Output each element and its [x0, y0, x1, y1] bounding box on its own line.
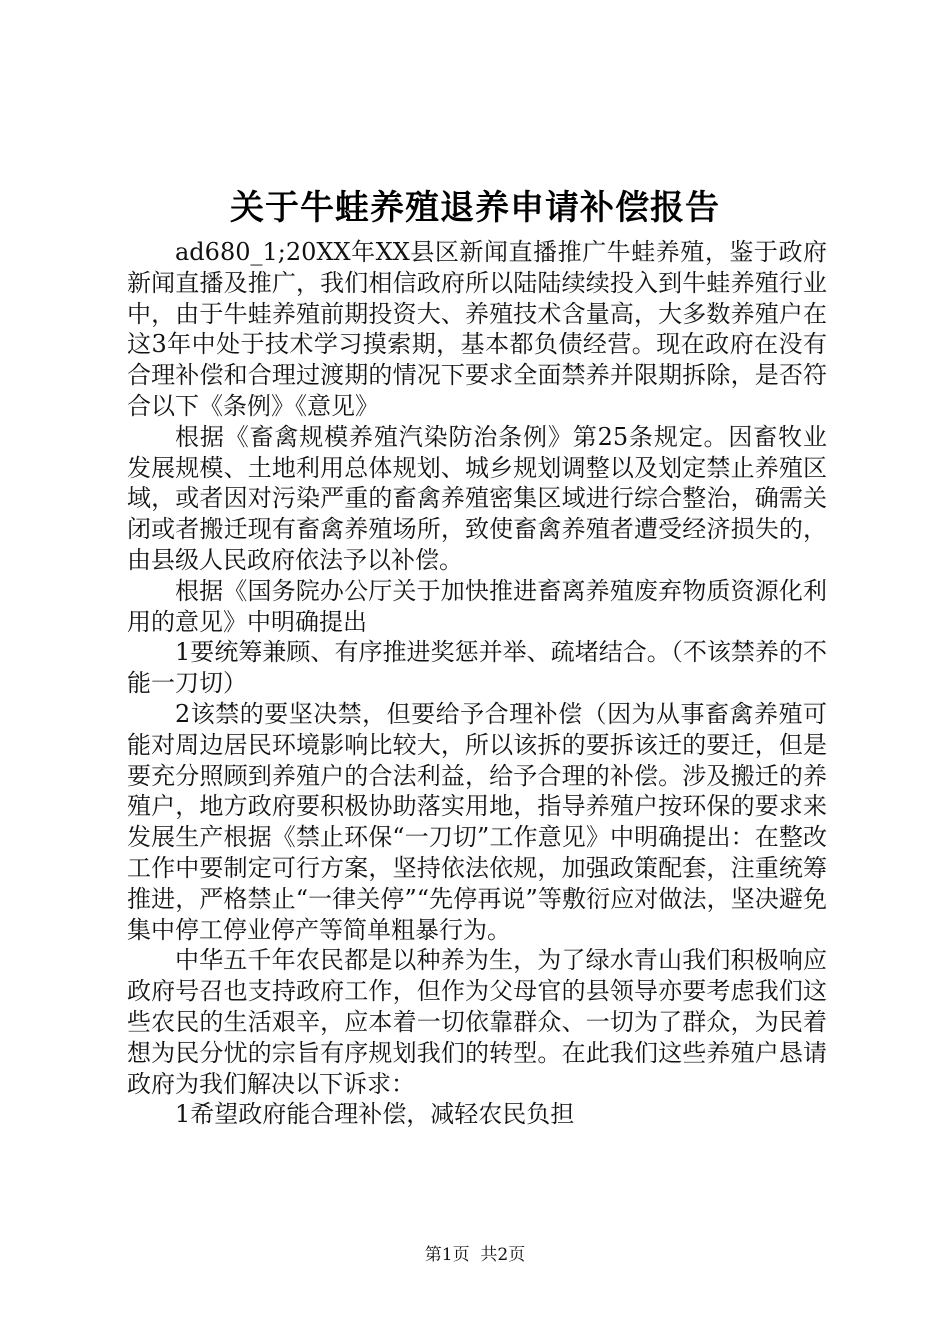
document-body	[127, 237, 827, 1130]
paragraph-intro: ad680_1;20XX年XX县区新闻直播推广牛蛙养殖，鉴于政府新闻直播及推广，我们相信政府所以陆陆续续投入到牛蛙养殖行业中，由于牛蛙养殖前期投资大、养殖技术含量高，大多数养殖户在这3年中处于技术学习摸索期，基本都负债经营。现在政府在没有合理补偿和合理过渡期的情况下要求全面禁养并限期拆除，是否符合以下《条例》《意见》	[127, 238, 827, 420]
paragraph-regulation: 根据《畜禽规模养殖汽染防治条例》第25条规定。因畜牧业发展规模、土地利用总体规划、城乡规划调整以及划定禁止养殖区域，或者因对污染严重的畜禽养殖密集区域进行综合整治，确需关闭或者搬迁现有畜禽养殖场所，致使畜禽养殖者遭受经济损失的，由县级人民政府依法予以补偿。	[127, 422, 827, 574]
paragraph-request-1: 1希望政府能合理补偿，减轻农民负担	[175, 1100, 575, 1129]
paragraph-appeal: 中华五千年农民都是以种养为生，为了绿水青山我们积极响应政府号召也支持政府工作，但作为父母官的县领导亦要考虑我们这些农民的生活艰辛，应本着一切依靠群众、一切为了群众，为民着想为民分忧的宗旨有序规划我们的转型。在此我们这些养殖户恳请政府为我们解决以下诉求：	[127, 946, 827, 1098]
paragraph-state-council-opinion: 根据《国务院办公厅关于加快推进畜离养殖废弃物质资源化利用的意见》中明确提出	[127, 576, 827, 636]
page-footer	[0, 1244, 950, 1266]
document-title: 关于牛蛙养殖退养申请补偿报告	[230, 188, 720, 228]
page-total: 共2页	[480, 1245, 526, 1265]
paragraph-point-1: 1要统筹兼顾、有序推进奖惩并举、疏堵结合。（不该禁养的不能一刀切）	[127, 638, 827, 698]
page-number: 第1页	[424, 1245, 470, 1265]
paragraph-point-2: 2该禁的要坚决禁，但要给予合理补偿（因为从事畜禽养殖可能对周边居民环境影响比较大，所以该拆的要拆该迁的要迁，但是要充分照顾到养殖户的合法利益，给予合理的补偿。涉及搬迁的养殖户，地方政府要积极协助落实用地，指导养殖户按环保的要求来发展生产根据《禁止环保“一刀切”工作意见》中明确提出：在整改工作中要制定可行方案，坚持依法依规，加强政策配套，注重统筹推进，严格禁止“一律关停”“先停再说”等敷衍应对做法，坚决避免集中停工停业停产等简单粗暴行为。	[127, 699, 827, 944]
